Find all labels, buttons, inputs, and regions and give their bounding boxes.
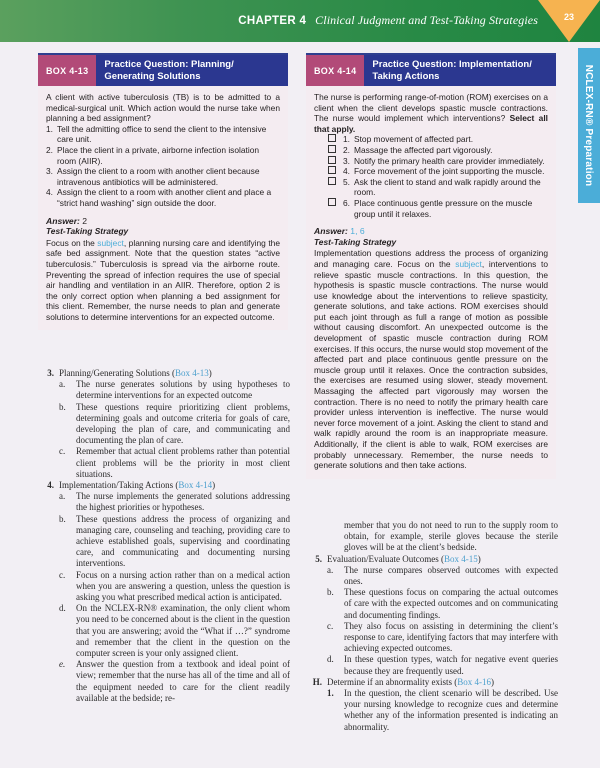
sub-text: The nurse generates solutions by using hypotheses to determine interventions for an expected outcome [76,379,290,401]
option-number: 6. [343,197,350,208]
option-number: 4. [343,166,350,177]
outline-subitem [38,514,290,570]
outline-subitem [38,570,290,604]
checkbox-icon[interactable] [328,134,336,142]
sub-text: In these question types, watch for negative event queries because they are frequently used. [344,654,558,676]
outline-subitem [38,659,290,704]
box-reference-link[interactable]: Box 4-13 [175,368,209,378]
page-header [0,0,600,42]
outline-subitem [306,688,558,733]
sub-marker: c. [327,620,334,631]
sub-marker: 1. [327,688,334,699]
option-number: 3. [46,166,53,177]
outline-subitem [38,491,290,513]
sub-marker: a. [59,379,66,390]
box-4-14-strategy-label: Test-Taking Strategy [314,236,397,247]
sub-marker: b. [59,401,66,412]
box-4-13-options [46,124,280,209]
box-4-14-body [306,86,556,479]
option-number: 5. [343,176,350,187]
box-4-14-stem [314,92,548,134]
sub-marker: b. [327,587,334,598]
heading-text: Evaluation/Evaluate Outcomes ( [327,553,444,564]
box-4-13-stem: A client with active tuberculosis (TB) is to be admitted to a medical-surgical unit. Which action would the nurse take when planning a bed assignment? [46,92,280,124]
box-reference-link[interactable]: Box 4-14 [178,480,213,491]
strategy-post: , interventions to relieve spastic muscle contractions. In this question, the hypothesis is spastic muscle contractions. The nurse would use knowledge about the interventions to relieve spasticity, generate solutions, and take actions. ROM exercises should put each joint through as full a range of motion as possible without causing discomfort. An unexpected outcome is the development of spastic muscle contraction during ROM exercises. If this occurs, the nurse would stop movement of the affected part and place continuous gentle pressure on the muscle group until it relaxes. Once the contraction subsides, the exercises are resumed using slower, steady movement. Massaging the affected part vigorously may worsen the contraction. There is no need to notify the primary health care provider unless intervention is ineffective. The nurse would never force movement of a joint. Asking the client to stand and walk rapidly around the room is an inappropriate measure. Additionally, if the client is able to walk, ROM exercises are probably unnecessary. Remember, the nurse needs to generate solutions and then take actions. [314,258,549,471]
option-text: Tell the admitting office to send the client to the intensive care unit. [57,123,267,145]
heading-text: Planning/Generating Solutions ( [59,368,175,378]
sub-text: These questions focus on comparing the actual outcomes of care with the expected outcomes and on communicating and documenting findings. [344,587,558,620]
outline-marker: 5. [315,553,322,564]
box-4-14 [306,53,556,479]
outline-marker: H. [312,676,322,687]
stem-text: The nurse is performing range-of-motion (ROM) exercises on a client when the client develops spastic muscle contractions. The nurse would implement which interventions? [314,92,548,124]
sub-marker: b. [59,513,66,524]
strategy-pre: Focus on the [46,237,98,248]
box-4-13-title: Practice Question: Planning/ Generating Solutions [104,59,234,82]
checkbox-icon[interactable] [328,156,336,164]
box-reference-link[interactable]: Box 4-16 [457,676,491,687]
sub-text: These questions address the process of organizing and managing care, counseling and teaching, providing care to achieve established goals, supervising and coordinating care, and communicating and documenting nursing interventions. [76,513,290,569]
sub-marker: d. [327,654,334,665]
outline-heading [59,368,290,379]
sub-text: In the question, the client scenario will be described. Use your nursing knowledge to recognize cues and determine whether any of the information presented is indicating an abnormality. [344,688,558,732]
outline-continuation-text: member that you do not need to run to the supply room to obtain, for example, sterile gloves because the sterile gloves will be at the client’s bedside. [344,520,558,553]
option-text: Notify the primary health care provider immediately. [354,155,545,166]
strategy-keyword: subject [455,258,482,269]
outline-item-5 [306,554,558,565]
outline-subitem [38,603,290,659]
checkbox-icon[interactable] [328,198,336,206]
option-text: Place continuous gentle pressure on the muscle group until it relaxes. [354,197,533,219]
outline-marker: 3. [47,368,54,378]
sub-marker: a. [59,491,66,502]
sub-marker: a. [327,564,334,575]
option-number: 2. [343,144,350,155]
sub-text: Focus on a nursing action rather than on a medical action when you are answering a question, unless the question is asking you what prescribed medical action is anticipated. [76,569,290,603]
option-text: Massage the affected part vigorously. [354,144,493,155]
side-tab-nclex-preparation [578,48,600,203]
stem-emphasis: Select all that apply. [314,113,548,134]
option-text: Force movement of the joint supporting the muscle. [354,166,545,177]
option-text: Ask the client to stand and walk rapidly around the room. [354,176,541,198]
heading-close: ) [490,676,494,687]
outline-subitem [306,654,558,676]
sub-marker: e. [59,659,66,670]
strategy-post: , planning nursing care and identifying the safe bed assignment. Note that the question states “active tuberculosis.” Tuberculosis is spread via the airborne route. Preventing the spread of infection requires the use of special air handling and ventilation in an AIIR. Therefore, option 2 is the only correct option when planning a bed assignment for this client. Remember, the nurse needs to plan and generate solutions to determine interventions for an expected outcome. [46,237,280,322]
outline-subitem [306,565,558,587]
option-item[interactable] [46,145,280,166]
option-item[interactable] [46,187,280,208]
outline-heading [59,480,290,491]
sub-text: Answer the question from a textbook and ideal point of view; remember that the nurse has all of the time and all of the equipment needed to care for the client readily available at the bedside; re- [76,659,290,703]
box-4-14-number: BOX 4-14 [306,55,364,86]
heading-close: ) [212,480,216,491]
answer-value: 1, 6 [350,226,365,237]
heading-close: ) [477,553,481,564]
sub-marker: c. [59,569,66,580]
outline-marker: 4. [47,480,54,491]
outline-item-h [306,677,558,688]
box-4-14-answer [314,226,548,237]
option-number: 1. [46,123,53,134]
box-4-14-header [306,55,556,86]
box-4-13 [38,53,288,330]
option-item[interactable] [314,198,548,219]
heading-close: ) [208,368,212,378]
sub-text: The nurse implements the generated solutions addressing the highest priorities or hypotheses. [76,491,290,513]
option-text: Place the client in a private, airborne infection isolation room (AIIR). [57,144,260,166]
option-number: 2. [46,144,53,155]
outline-item-4 [38,480,290,491]
outline-heading [327,554,558,565]
sub-text: On the NCLEX-RN® examination, the only client whom you need to be concerned about is the client in the question that you are answering; avoid the “What if …?” syndrome and remember that the client in the question on the computer screen is your only assigned client. [76,603,290,659]
outline-column-left [38,368,290,704]
sub-marker: c. [59,446,66,457]
option-item[interactable] [314,156,548,167]
option-item[interactable] [314,134,548,145]
chapter-label: CHAPTER 4 [238,15,307,27]
option-text: Assign the client to a room with another client and place a “strict hand washing” sign outside the door. [57,187,272,208]
box-reference-link[interactable]: Box 4-15 [443,553,478,564]
outline-subitem [38,402,290,447]
option-item[interactable] [314,177,548,198]
option-number: 3. [343,155,350,166]
answer-label: Answer: [46,215,80,226]
checkbox-icon[interactable] [328,166,336,174]
outline-heading [327,677,558,688]
box-4-13-answer [46,216,280,227]
box-4-13-header [38,55,288,86]
box-4-13-strategy-text [46,238,280,323]
answer-label: Answer: [314,226,348,237]
option-item[interactable] [46,166,280,187]
checkbox-icon[interactable] [328,145,336,153]
option-item[interactable] [314,166,548,177]
header-title-group [238,13,538,28]
outline-item-3 [38,368,290,379]
chapter-title: Clinical Judgment and Test-Taking Strategies [315,13,538,27]
outline-subitem [38,446,290,480]
sub-text: The nurse compares observed outcomes with expected ones. [344,564,558,587]
box-4-13-body [38,86,288,330]
option-item[interactable] [314,145,548,156]
outline-subitem [38,379,290,401]
outline-subitem [306,587,558,621]
sub-text: They also focus on assisting in determining the client’s response to care, identifying factors that may interfere with achieving expected outcomes. [344,620,558,654]
option-text: Stop movement of affected part. [354,134,474,145]
option-item[interactable] [46,124,280,145]
heading-text: Implementation/Taking Actions ( [59,480,179,491]
checkbox-icon[interactable] [328,177,336,185]
option-number: 1. [343,134,350,145]
box-4-13-strategy-label: Test-Taking Strategy [46,226,129,237]
heading-text: Determine if an abnormality exists ( [327,676,458,687]
outline-column-right [306,520,558,733]
box-4-13-number: BOX 4-13 [38,55,96,86]
outline-subitem [306,621,558,655]
answer-value: 2 [82,215,88,226]
box-4-14-strategy-text [314,248,548,470]
option-number: 4. [46,187,53,198]
side-tab-label: NCLEX-RN® Preparation [583,64,595,187]
sub-text: Remember that actual client problems rather than potential client problems will be the priority in most client situations. [76,446,290,479]
sub-text: These questions require prioritizing client problems, determining goals and outcome criteria for goals of care, developing the plan of care, and communicating and documenting the plan of care. [76,401,290,446]
page-number: 23 [563,12,574,22]
box-4-14-options [314,134,548,219]
option-text: Assign the client to a room with another client because intravenous antibiotics will be administered. [57,166,260,187]
strategy-keyword: subject [97,237,124,248]
box-4-14-title: Practice Question: Implementation/ Taking Actions [372,59,532,82]
sub-marker: d. [59,603,66,614]
strategy-pre: Implementation questions address the process of organizing and managing care. Focus on the [314,248,548,269]
